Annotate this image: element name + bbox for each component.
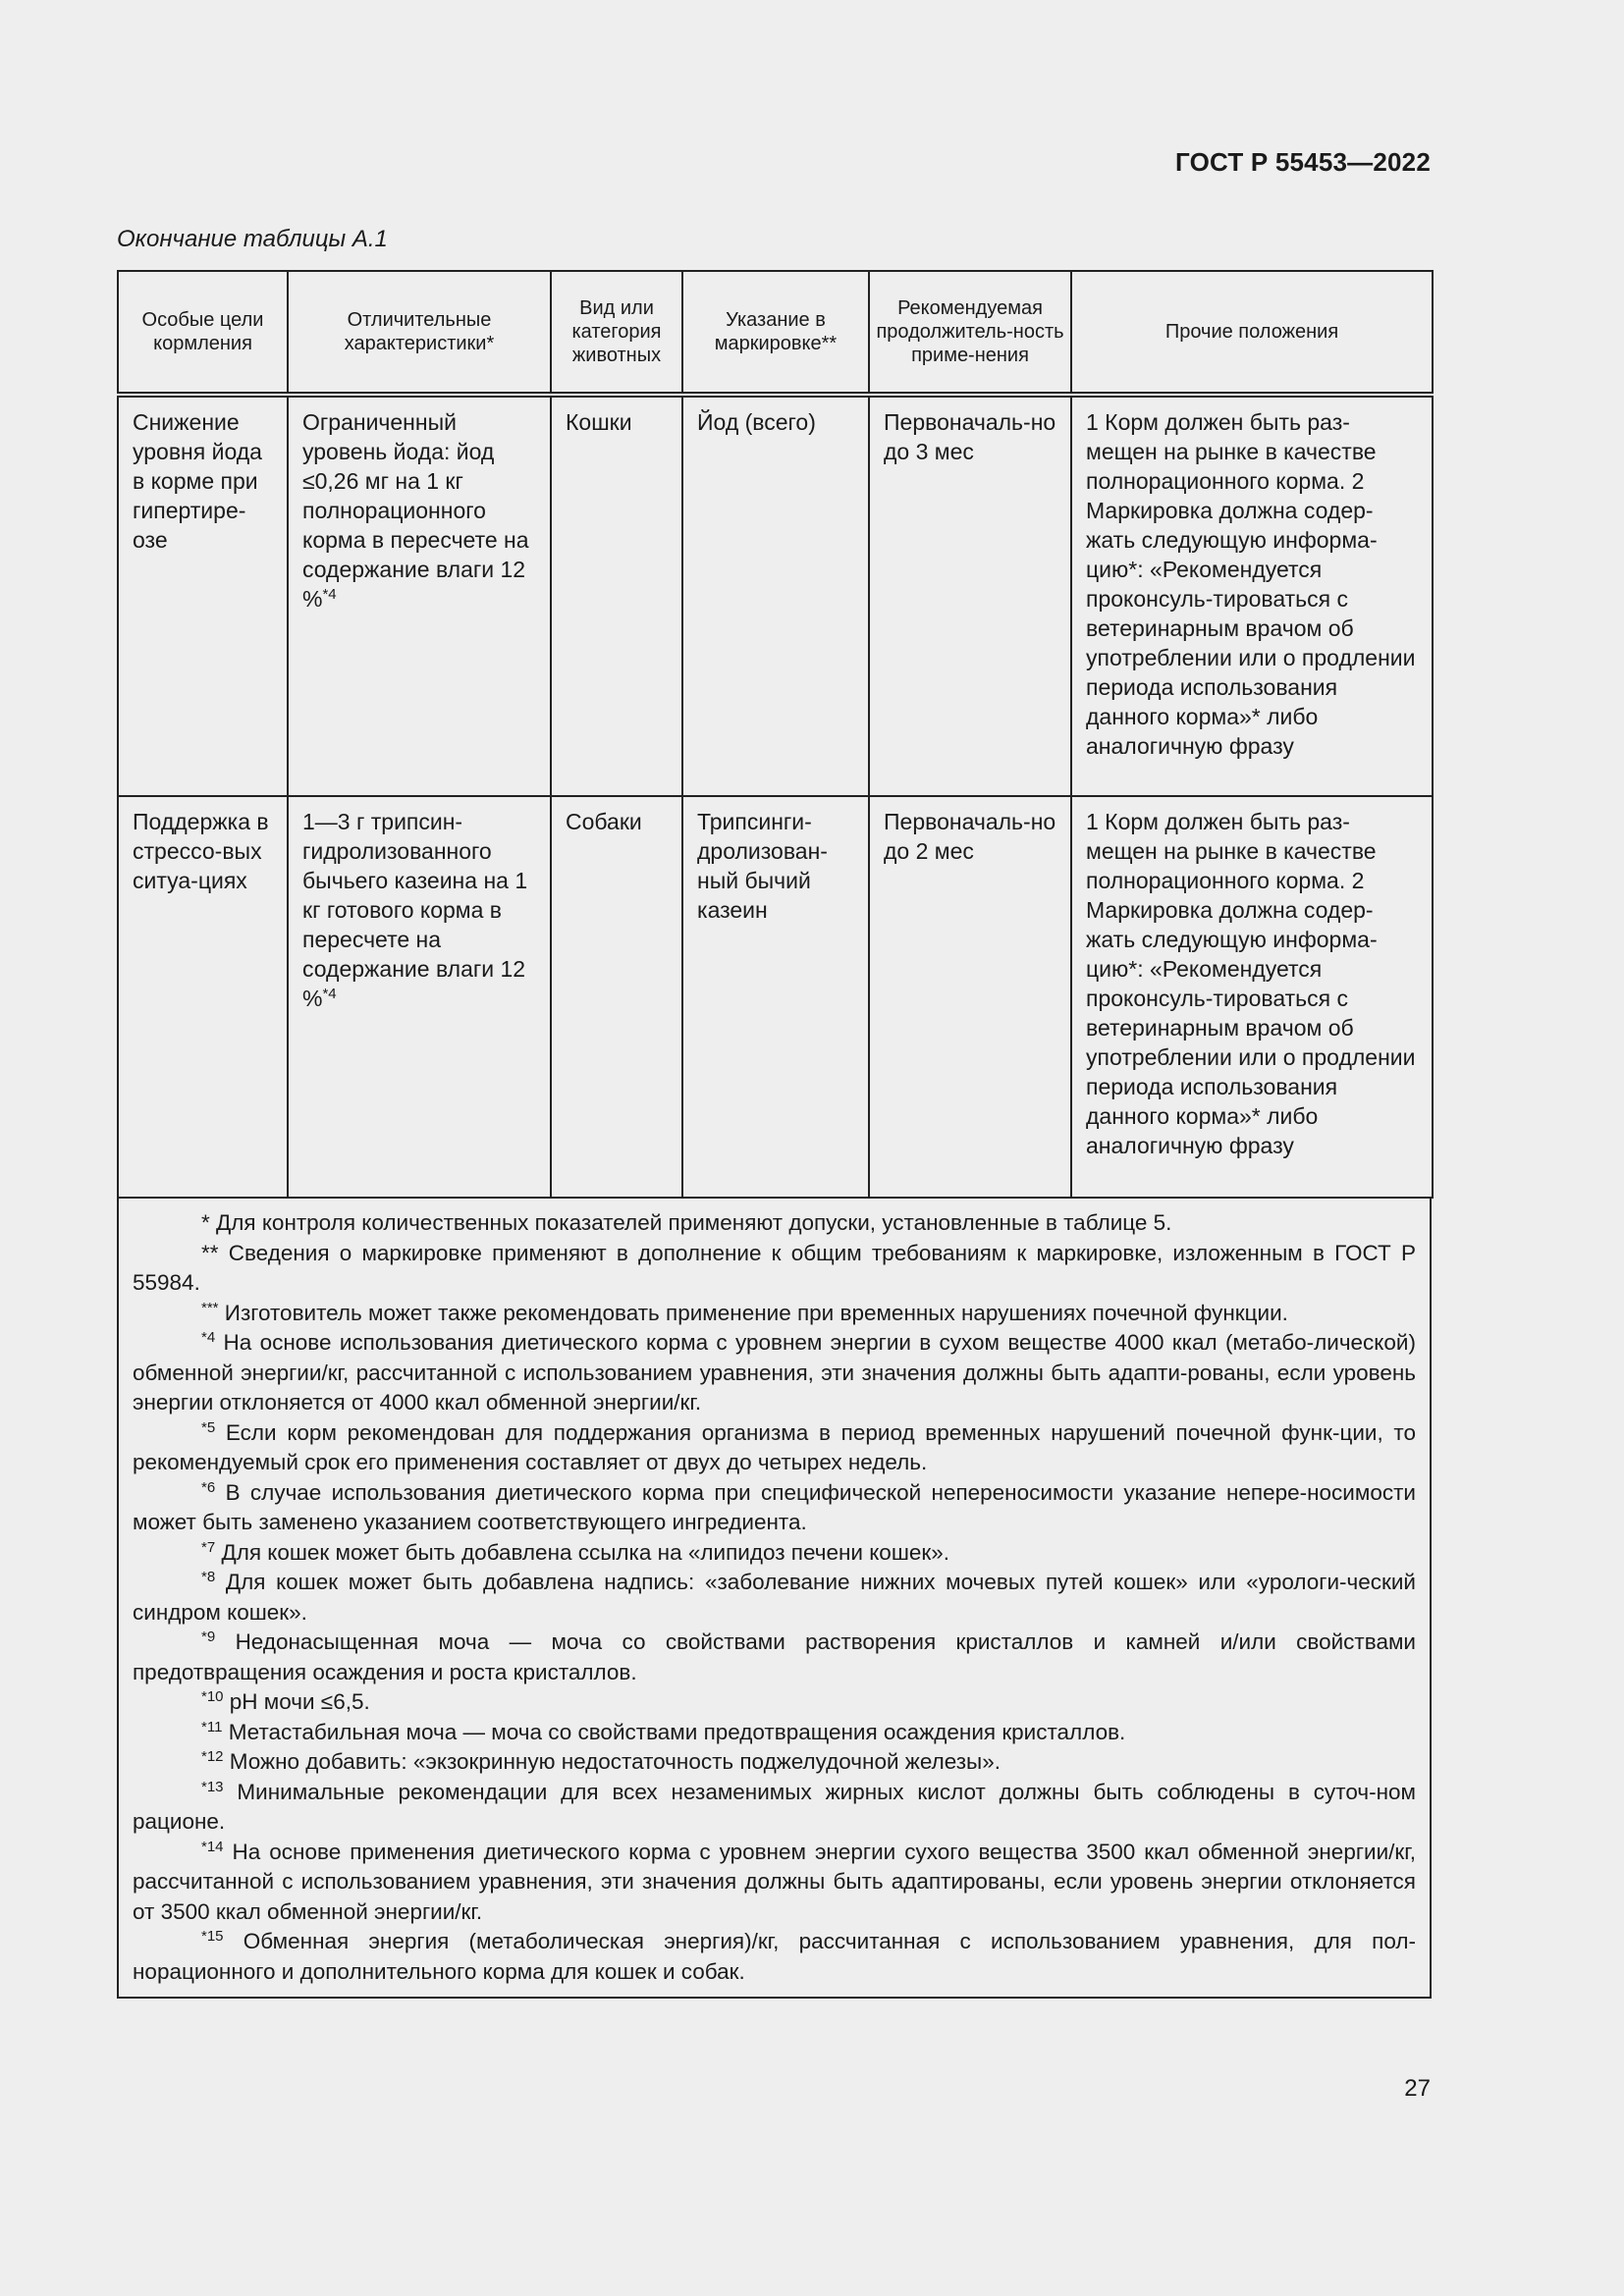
footnote-ref: *4 — [322, 586, 337, 603]
header-purpose: Особые цели кормления — [118, 271, 288, 395]
cell-species: Кошки — [551, 395, 682, 796]
table-row — [118, 796, 1433, 1198]
footnote: $^{*12}$ Можно добавить: «экзокринную недостаточность поджелудочной железы». — [201, 1748, 1001, 1774]
footnote: $^{*4}$ На основе использования диетического корма с уровнем энергии в сухом веществе 4000 ккал (метабо-лической) обменной энергии/кг, рассчитанной с использованием уравнения, эти значения должны быть адапти-рованы, если уровень энергии отклоняется от 4000 ккал обменной энергии/кг. — [133, 1329, 1416, 1415]
cell-purpose: Поддержка в стрессо-вых ситуа-циях — [118, 796, 288, 1198]
footnote: ** Сведения о маркировке применяют в дополнение к общим требованиям к маркировке, изложенным в ГОСТ Р 55984. — [133, 1240, 1416, 1295]
cell-duration: Первоначаль-но до 2 мес — [869, 796, 1071, 1198]
cell-other: 1 Корм должен быть раз-мещен на рынке в качестве полнорационного корма. 2 Маркировка должна содер-жать следующую информа-цию*: «Рекомендуется проконсуль-тироваться с ветеринарным врачом об употреблении или о продлении периода использования данного корма»* либо аналогичную фразу — [1071, 395, 1433, 796]
footnote-ref: *4 — [322, 986, 337, 1002]
cell-species: Собаки — [551, 796, 682, 1198]
footnote: $^{*14}$ На основе применения диетического корма с уровнем энергии сухого вещества 3500 ккал обменной энергии/кг, рассчитанной с использованием уравнения, эти значения должны быть адаптированы, если уровень энергии отклоняется от 3500 ккал обменной энергии/кг. — [133, 1838, 1416, 1924]
cell-purpose: Снижение уровня йода в корме при гипертире-озе — [118, 395, 288, 796]
header-labeling: Указание в маркировке** — [682, 271, 869, 395]
footnote: * Для контроля количественных показателей применяют допуски, установленные в таблице 5. — [201, 1210, 1172, 1235]
table-caption: Окончание таблицы А.1 — [117, 226, 388, 252]
cell-characteristics: 1—3 г трипсин-гидролизованного бычьего казеина на 1 кг готового корма в пересчете на содержание влаги 12 %$^{*4}$ — [288, 796, 551, 1198]
table-row — [118, 395, 1433, 796]
page-number: 27 — [1404, 2075, 1431, 2102]
footnote: $^{*9}$ Недонасыщенная моча — моча со свойствами растворения кристаллов и камней и/или свойствами предотвращения осаждения и роста кристаллов. — [133, 1629, 1416, 1684]
header-other: Прочие положения — [1071, 271, 1433, 395]
footnote: $^{*6}$ В случае использования диетического корма при специфической непереносимости указание непере-носимости может быть заменено указанием соответствующего ингредиента. — [133, 1478, 1416, 1534]
cell-labeling: Трипсинги-дролизован-ный бычий казеин — [682, 796, 869, 1198]
table-header-row — [118, 271, 1433, 395]
header-species: Вид или категория животных — [551, 271, 682, 395]
cell-other: 1 Корм должен быть раз-мещен на рынке в качестве полнорационного корма. 2 Маркировка должна содер-жать следующую информа-цию*: «Рекомендуется проконсуль-тироваться с ветеринарным врачом об употреблении или о продлении периода использования данного корма»* либо аналогичную фразу — [1071, 796, 1433, 1198]
footnote: $^{*10}$ pH мочи ≤6,5. — [201, 1688, 370, 1714]
requirements-table — [117, 270, 1434, 1199]
cell-characteristics: Ограниченный уровень йода: йод ≤0,26 мг на 1 кг полнорационного корма в пересчете на содержание влаги 12 %$^{*4}$ — [288, 395, 551, 796]
footnote: $^{*15}$ Обменная энергия (метаболическая энергия)/кг, рассчитанная с использованием уравнения, для пол-норационного и дополнительного корма для кошек и собак. — [133, 1928, 1416, 1984]
footnote: $^{*5}$ Если корм рекомендован для поддержания организма в период временных нарушений почечной функ-ции, то рекомендуемый срок его применения составляет от двух до четырех недель. — [133, 1418, 1416, 1474]
footnote: $^{*7}$ Для кошек может быть добавлена ссылка на «липидоз печени кошек». — [201, 1538, 949, 1565]
header-duration: Рекомендуемая продолжитель-ность приме-нения — [869, 271, 1071, 395]
document-code: ГОСТ Р 55453—2022 — [1175, 147, 1431, 177]
cell-labeling: Йод (всего) — [682, 395, 869, 796]
footnote: $^{*13}$ Минимальные рекомендации для всех незаменимых жирных кислот должны быть соблюдены в суточ-ном рационе. — [133, 1778, 1416, 1834]
footnote: $^{*8}$ Для кошек может быть добавлена надпись: «заболевание нижних мочевых путей кошек» или «урологи-ческий синдром кошек». — [133, 1569, 1416, 1625]
table-footnotes — [117, 1199, 1432, 1999]
table-a1-end — [117, 270, 1432, 1999]
footnote: $^{*11}$ Метастабильная моча — моча со свойствами предотвращения осаждения кристаллов. — [201, 1718, 1126, 1744]
footnote: *** Изготовитель может также рекомендовать применение при временных нарушениях почечной функции. — [201, 1299, 1288, 1325]
header-characteristics: Отличительные характеристики* — [288, 271, 551, 395]
cell-duration: Первоначаль-но до 3 мес — [869, 395, 1071, 796]
